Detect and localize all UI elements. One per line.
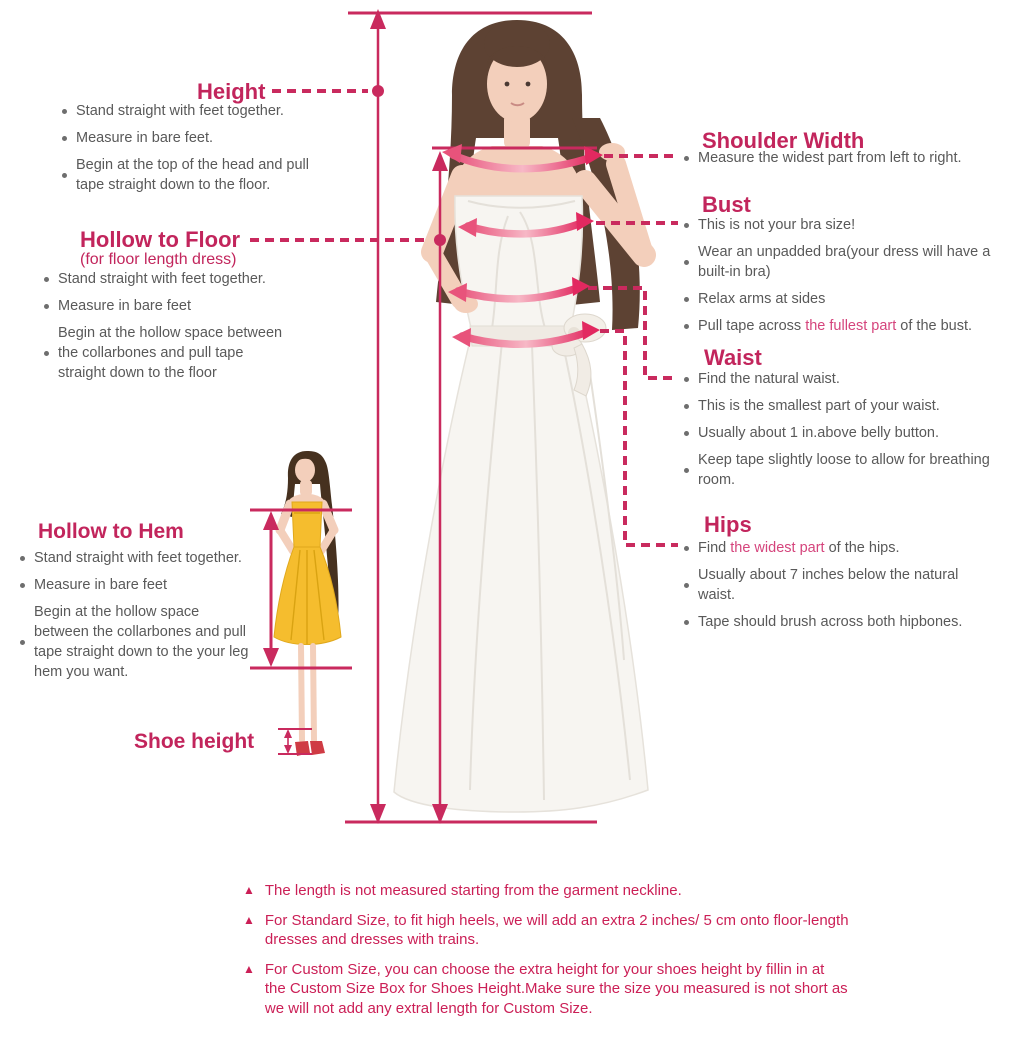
bullet-dot <box>684 156 689 161</box>
footnote-item: ▲ For Custom Size, you can choose the extra height for your shoes height by fillin in at the Custom Size Box for Shoes Height.Make sure the size you measured is not short as we will not add any extral length for Custom Size. <box>243 960 848 1017</box>
instruction-item: Relax arms at sides <box>684 289 1006 309</box>
bullet-dot <box>684 404 689 409</box>
bullet-dot <box>684 583 689 588</box>
instruction-item: Begin at the top of the head and pull tape straight down to the floor. <box>62 155 320 195</box>
instruction-item: Stand straight with feet together. <box>62 101 320 121</box>
bullet-dot <box>684 297 689 302</box>
bullet-dot <box>20 583 25 588</box>
instruction-item: Stand straight with feet together. <box>44 269 294 289</box>
instruction-item: Tape should brush across both hipbones. <box>684 612 999 632</box>
bullet-dot <box>44 351 49 356</box>
bullet-dot <box>44 277 49 282</box>
bullet-dot <box>684 546 689 551</box>
instruction-item: Measure in bare feet. <box>62 128 320 148</box>
triangle-marker-icon: ▲ <box>243 883 255 897</box>
shoulder-width-instructions <box>684 148 1014 175</box>
footnote-item: ▲ For Standard Size, to fit high heels, we will add an extra 2 inches/ 5 cm onto floor-length dresses and dresses with trains. <box>243 911 849 948</box>
section-title-hollow-to-hem: Hollow to Hem <box>38 520 184 543</box>
bullet-dot <box>684 223 689 228</box>
bullet-dot <box>62 136 67 141</box>
instruction-item: Pull tape across the fullest part of the bust. <box>684 316 1006 336</box>
instruction-item: Find the widest part of the hips. <box>684 538 999 558</box>
bullet-dot <box>684 324 689 329</box>
footnotes <box>243 881 849 1028</box>
triangle-marker-icon: ▲ <box>243 961 255 976</box>
instruction-item: Wear an unpadded bra(your dress will have a built-in bra) <box>684 242 1006 282</box>
bullet-dot <box>684 377 689 382</box>
bullet-dot <box>62 173 67 178</box>
hollow-to-hem-instructions <box>20 548 258 689</box>
instruction-item: Usually about 1 in.above belly button. <box>684 423 1014 443</box>
instruction-item: This is the smallest part of your waist. <box>684 396 1014 416</box>
section-title-hips: Hips <box>704 512 752 537</box>
instruction-item: Begin at the hollow space between the collarbones and pull tape straight down to the floor <box>44 323 294 383</box>
triangle-marker-icon: ▲ <box>243 912 255 927</box>
instruction-item: This is not your bra size! <box>684 215 1006 235</box>
bullet-dot <box>62 109 67 114</box>
section-title-shoulder-width: Shoulder Width <box>702 128 865 153</box>
bullet-dot <box>684 431 689 436</box>
section-title-shoe-height: Shoe height <box>134 730 255 753</box>
highlight-text: the widest part <box>730 540 825 556</box>
footnote-item: ▲ The length is not measured starting from the garment neckline. <box>243 882 682 899</box>
section-title-waist: Waist <box>704 345 762 370</box>
waist-instructions <box>684 369 1014 497</box>
instruction-item: Measure in bare feet <box>44 296 294 316</box>
section-subtitle-hollow-to-floor: (for floor length dress) <box>80 251 237 268</box>
bullet-dot <box>20 640 25 645</box>
bullet-dot <box>684 468 689 473</box>
bullet-dot <box>684 620 689 625</box>
section-title-hollow-to-floor: Hollow to Floor <box>80 227 241 252</box>
instruction-item: Measure the widest part from left to right. <box>684 148 1014 168</box>
main-model-figure <box>394 20 648 812</box>
instruction-item: Measure in bare feet <box>20 575 258 595</box>
hips-instructions <box>684 538 999 639</box>
height-instructions <box>62 101 320 202</box>
instruction-item: Stand straight with feet together. <box>20 548 258 568</box>
instruction-item: Usually about 7 inches below the natural waist. <box>684 565 999 605</box>
instruction-item: Find the natural waist. <box>684 369 1014 389</box>
bullet-dot <box>684 260 689 265</box>
highlight-text: the fullest part <box>805 318 897 334</box>
hollow-to-floor-instructions <box>44 269 294 390</box>
bullet-dot <box>44 304 49 309</box>
section-title-height: Height <box>197 79 266 104</box>
instruction-item: Begin at the hollow space between the collarbones and pull tape straight down to the your leg hem you want. <box>20 602 258 682</box>
section-title-bust: Bust <box>702 192 751 217</box>
bust-instructions <box>684 215 1006 343</box>
instruction-item: Keep tape slightly loose to allow for breathing room. <box>684 450 1014 490</box>
small-model-figure <box>274 451 341 756</box>
bullet-dot <box>20 556 25 561</box>
